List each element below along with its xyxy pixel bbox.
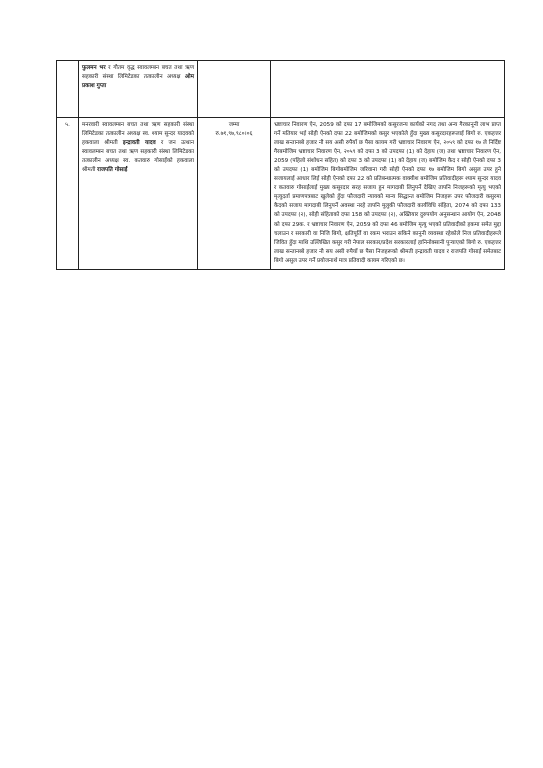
detail-cell <box>271 118 505 270</box>
amount-cell <box>198 61 271 118</box>
detail-cell <box>271 61 505 118</box>
party-name-bold: इन्द्रावती यादव <box>122 140 156 147</box>
party-description: मनरवारी स्वावलम्बन बचत तथा ऋण सहकारी संस्था लिमिटेडका तत्कालीन अध्यक्ष स्व. श्याम सुन्दर यादवको हकवाला श्रीमती <box>82 122 194 147</box>
amount-label: जम्मा <box>228 122 240 128</box>
party-cell <box>79 61 198 118</box>
table-row <box>57 61 505 118</box>
party-description: र जन उत्थान स्वावलम्बन बचत तथा ऋण सहकारी संस्था लिमिटेडका तत्कालीन अध्यक्ष स्व. कतवारु गोसाईंको हकवाला श्रीमती <box>82 140 194 174</box>
table-row <box>57 118 505 270</box>
serial-cell <box>57 118 79 270</box>
party-name-bold: ओम प्रकाश गुप्ता <box>82 74 194 90</box>
detail-text: भ्रष्टाचार निवारण ऐन, 2059 को दफा 17 बमोजिमको कसुरजन्य कार्यको नगद तथा अन्य गैरकानूनी लाभ प्राप्त गर्ने मतियार भई सोही ऐनको दफा 22 बमोजिमको कसुर भएकोले हुँदा मुख्य कसुरदारहरूलाई बिगो रु. एकहत्तर लाख सन्तानब्बे हजार नौ सय असी रुपैयाँ छ पैसा कायम गरी भ्रष्टाचार निवारण ऐन, २०५९ को दफा १७ ले निर्दिष्ट गैरबमोजिम भ्रष्टाचार निवारण ऐन, २०५९ को दफा 3 को उपदफा (1) को देहाय (ज) तथा भ्रष्टाचार निवारण ऐन, 2059 (पहिलो संशोधन सहित) को दफा 3 को उपदफा (1) को देहाय (ज) बमोजिम कैद र सोही ऐनको दफा 3 को उपदफा (1) बमोजिम बिगोबमोजिम जरिवाना गरी सोही ऐनको दफा १७ बमोजिम बिगो असुल उपर हुने सजायलाई आधार लिई सोही ऐनको दफा 22 को प्रतिबन्धात्मक वाक्यीश बमोजिम प्रतिवादीहरू श्याम सुन्दर यादव र कतवारु गोसाईंलाई मुख्य कसुरदार सरह सजाय हुन मागदाबी लिनुपर्ने देखिए तापनि निजहरूको मृत्यु भएको मृत्युदर्ता प्रमाणपत्रबाट खुलेको हुँदा फौजदारी न्यायको मान्य सिद्धान्त बमोजिम निजहरू उपर फौजदारी कसुरमा कैदको सजाय मागदाबी लिनुपर्ने अवस्था नरहे तापनि मुलुकी फौजदारी कार्यविधि संहिता, 2074 को दफा 133 को उपदफा (२), सोही संहिताको दफा 158 को उपदफा (२), अख्तियार दुरुपयोग अनुसन्धान आयोग ऐन, 2048 को दफा 29क. र भ्रष्टाचार निवारण ऐन, 2059 को दफा 46 बमोजिम मृत्यु भएको प्रतिवादीको हकमा समेत मुद्दा चलाउन र सरकारी वा निजि बिगो, क्षतिपूर्ति वा रकम भराउन सकिने कानुनी व्यवस्था रहेकोले निज प्रतिवादीहरूले जिवित हुँदा माथि उल्लिखित कसुर गरी नेपाल सरकार/प्रदेश सरकारलाई हानिनोक्सानी पुऱ्याएको बिगो रु. एकहत्तर लाख सन्तानब्बे हजार नौ सय असी रुपैयाँ छ पैसा निजहरूको श्रीमती इन्द्रावती यादव र राजपति गोसाईं समेतबाट बिगो असुल उपर गर्ने प्रयोजनार्थ मात्र प्रतिवादी कायम गरिएको छ। <box>274 122 501 264</box>
party-name-bold: फुलमन भर <box>82 65 106 71</box>
party-cell <box>79 118 198 270</box>
party-name-bold: राजपति गोसाईं <box>97 167 128 174</box>
party-description: र गौतम वृद्ध स्वावलम्बन बचत तथा ऋण सहकारी संस्था लिमिटेडका तत्कालीन अध्यक्ष <box>82 65 194 81</box>
amount-cell <box>198 118 271 270</box>
case-table <box>56 60 505 270</box>
serial-number: ५. <box>65 122 70 128</box>
amount-value: रु.७१,९७,९८०।०६ <box>215 131 253 138</box>
serial-cell <box>57 61 79 118</box>
